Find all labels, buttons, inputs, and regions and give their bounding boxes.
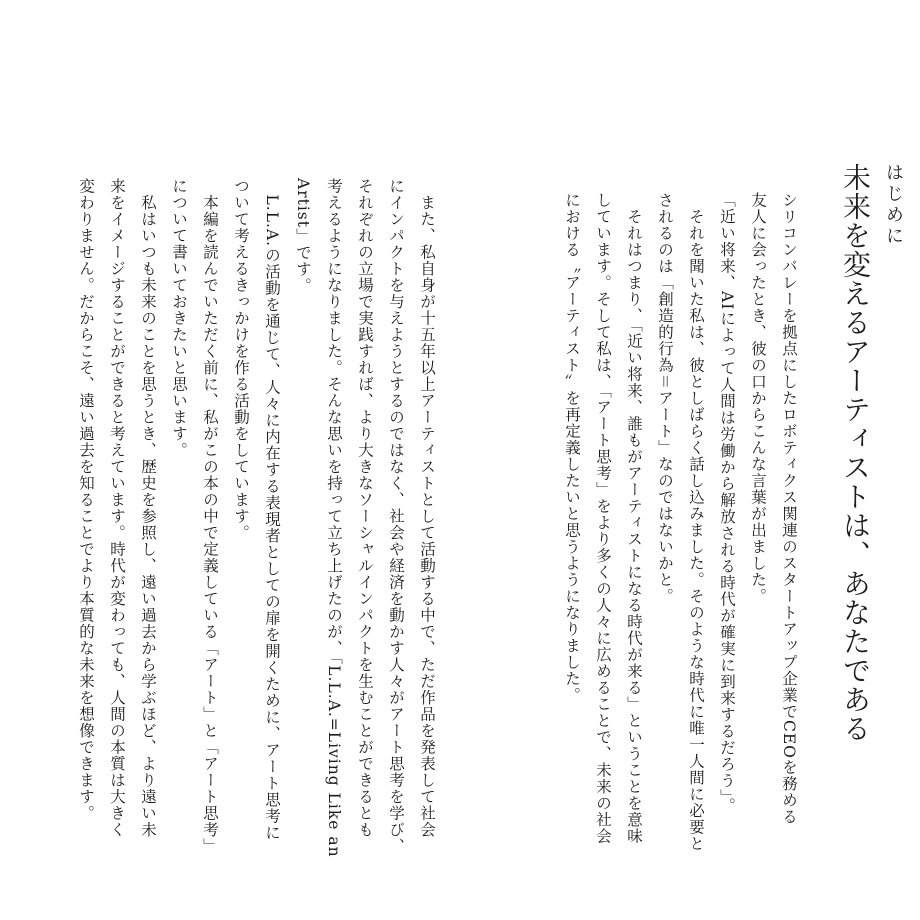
chapter-title: 未来を変えるアーティストは、あなたである	[839, 163, 872, 743]
text-line: 考えるようになりました。そんな思いを持って立ち上げたのが、「L.L.A.=Living Like an	[325, 178, 343, 858]
text-line: それを聞いた私は、彼としばらく話し込みました。そのような時代に唯一人間に必要と	[687, 192, 705, 852]
text-line: また、私自身が十五年以上アーティストとして活動する中で、ただ作品を発表して社会	[418, 178, 436, 838]
text-line: 友人に会ったとき、彼の口からこんな言葉が出ました。	[749, 192, 767, 605]
text-line: 来をイメージすることができると考えています。時代が変わっても、人間の本質は大きく	[108, 178, 126, 838]
chapter-label: はじめに	[883, 163, 904, 247]
text-line: 「近い将来、AIによって人間は労働から解放される時代が確実に到来するだろう」。	[718, 192, 736, 815]
text-line: しています。そして私は、「アート思考」をより多くの人々に広めることで、未来の社会	[594, 192, 612, 845]
text-line: 変わりません。だからこそ、遠い過去を知ることでより本質的な未来を想像できます。	[77, 178, 95, 822]
text-line: 本編を読んでいただく前に、私がこの本の中で定義している「アート」と「アート思考」	[201, 178, 219, 855]
text-line: L.L.A.の活動を通じて、人々に内在する表現者としての扉を開くために、アート思考に	[263, 178, 281, 842]
text-line: について書いておきたいと思います。	[170, 178, 188, 459]
text-line: されるのは「創造的行為＝アート」なのではないかと。	[656, 192, 674, 605]
text-line: 私はいつも未来のことを思うとき、歴史を参照し、遠い過去から学ぶほど、より遠い未	[139, 178, 157, 838]
text-line: ついて考えるきっかけを作る活動をしています。	[232, 178, 250, 541]
text-line: にインパクトを与えようとするのではなく、社会や経済を動かす人々がアート思考を学び、	[387, 178, 405, 855]
text-line: それぞれの立場で実践すれば、より大きなソーシャルインパクトを生むことができるとも	[356, 178, 374, 838]
text-line: における〝アーティスト〟を再定義したいと思うようになりました。	[563, 192, 581, 704]
text-line: それはつまり、「近い将来、誰もがアーティストになる時代が来る」ということを意味	[625, 192, 643, 845]
text-line: シリコンバレーを拠点にしたロボティクス関連のスタートアップ企業でCEOを務める	[780, 192, 798, 825]
upper-text-block	[548, 192, 796, 852]
text-line: Artist」です。	[294, 178, 312, 294]
lower-text-block	[62, 178, 434, 858]
